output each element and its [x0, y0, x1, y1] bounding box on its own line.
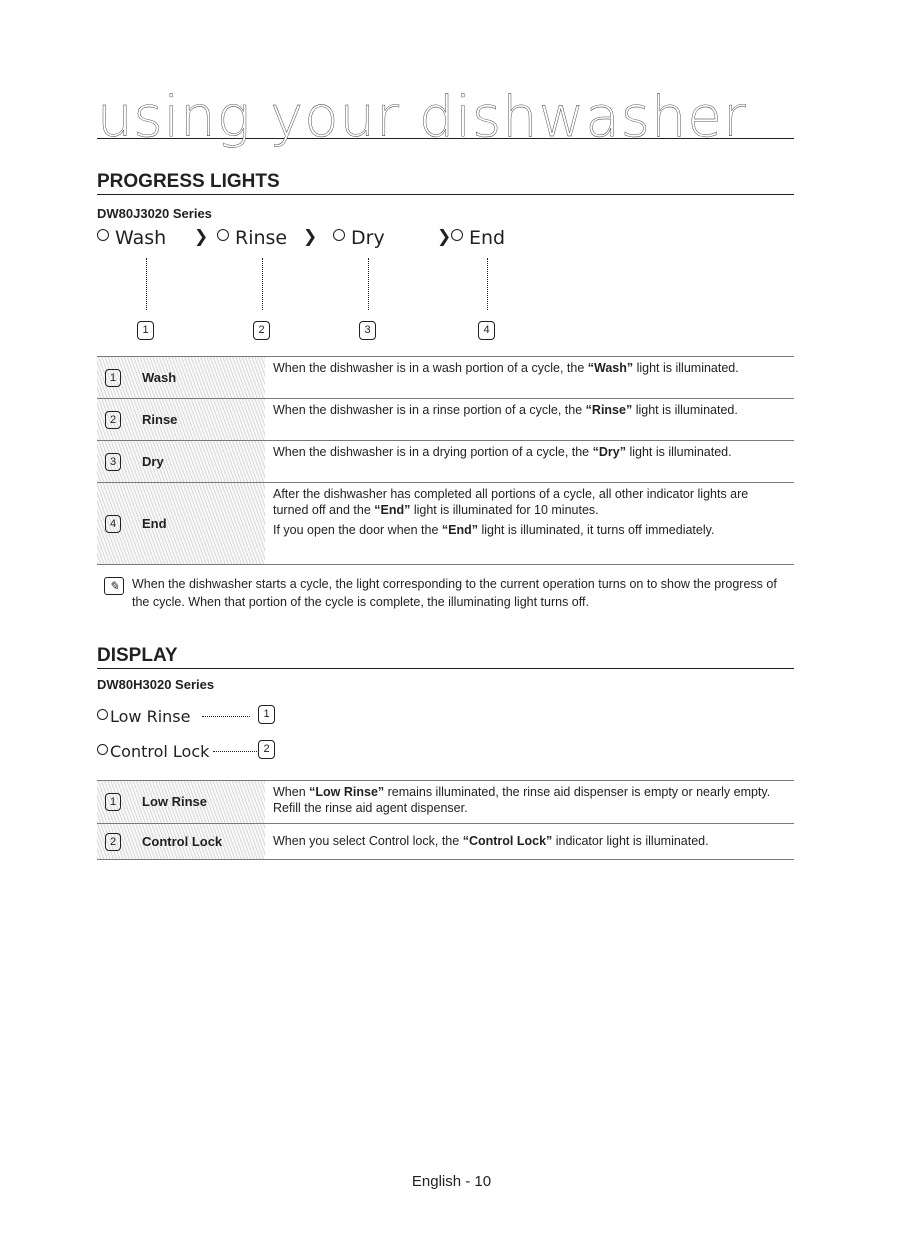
row-label-cell: [97, 441, 265, 482]
display-series-label: DW80H3020 Series: [97, 677, 215, 692]
row-badge: 1: [105, 369, 121, 387]
table-row: [97, 824, 794, 860]
row-label: End: [142, 515, 167, 531]
row-description: When the dishwasher is in a drying portion of a cycle, the “Dry” light is illuminated.: [273, 445, 732, 459]
row-badge: 3: [105, 453, 121, 471]
flow-step-rinse: Rinse: [217, 227, 287, 249]
callout-badge-2: 2: [253, 321, 270, 340]
indicator-light-icon: [451, 229, 463, 241]
chevron-right-icon: ❯: [303, 227, 318, 247]
page-title-text: using your dishwasher: [97, 85, 747, 150]
table-row: [97, 483, 794, 565]
progress-series-label: DW80J3020 Series: [97, 206, 212, 221]
row-description: When the dishwasher is in a rinse portion of a cycle, the “Rinse” light is illuminated.: [273, 403, 738, 417]
progress-lights-heading: PROGRESS LIGHTS: [97, 171, 794, 195]
callout-badge-3: 3: [359, 321, 376, 340]
row-badge: 1: [105, 793, 121, 811]
progress-lights-table: [97, 356, 794, 565]
row-description: When the dishwasher is in a wash portion of a cycle, the “Wash” light is illuminated.: [273, 361, 739, 375]
indicator-light-icon: [97, 744, 108, 755]
indicator-light-icon: [333, 229, 345, 241]
display-heading: DISPLAY: [97, 645, 794, 669]
page-title: [97, 82, 794, 150]
note-icon: ✎: [104, 577, 124, 595]
row-badge: 4: [105, 515, 121, 533]
indicator-light-icon: [97, 709, 108, 720]
row-description: After the dishwasher has completed all portions of a cycle, all other indicator lights are turned off and the “End” light is illuminated for 10 minutes. If you open the door when the “End” light is illuminated, it turns off immediately.: [273, 487, 749, 537]
page-footer: English - 10: [411, 1173, 492, 1190]
row-label: Wash: [142, 369, 177, 385]
progress-flow: [97, 227, 697, 253]
row-label: Rinse: [142, 411, 178, 427]
row-label: Low Rinse: [142, 794, 208, 809]
row-badge: 2: [105, 833, 121, 851]
callout-line: [262, 258, 263, 310]
callout-line: [368, 258, 369, 310]
display-item-control-lock: Control Lock: [97, 742, 261, 761]
row-label-cell: [97, 781, 265, 823]
row-description: When you select Control lock, the “Control Lock” indicator light is illuminated.: [273, 834, 709, 848]
note-text: When the dishwasher starts a cycle, the light corresponding to the current operation turns on to show the progress of the cycle. When that portion of the cycle is complete, the illuminating light turns off.: [132, 577, 777, 609]
display-table: [97, 780, 794, 860]
row-label-cell: [97, 824, 265, 859]
row-label-cell: [97, 357, 265, 398]
callout-badge-1: 1: [137, 321, 154, 340]
table-row: [97, 357, 794, 399]
chevron-right-icon: ❯: [437, 227, 452, 247]
leader-line: [202, 716, 250, 717]
flow-step-end: End: [451, 227, 505, 249]
flow-step-wash: Wash: [97, 227, 166, 249]
display-badge-2: 2: [258, 740, 275, 759]
table-row: [97, 781, 794, 824]
row-badge: 2: [105, 411, 121, 429]
chevron-right-icon: ❯: [194, 227, 209, 247]
display-item-low-rinse: Low Rinse: [97, 707, 250, 726]
callout-line: [146, 258, 147, 310]
callout-line: [487, 258, 488, 310]
indicator-light-icon: [97, 229, 109, 241]
indicator-light-icon: [217, 229, 229, 241]
row-label-cell: [97, 483, 265, 564]
row-label: Control Lock: [142, 833, 223, 849]
row-description: When “Low Rinse” remains illuminated, the rinse aid dispenser is empty or nearly empty. Refill the rinse aid agent dispenser.: [273, 785, 771, 815]
row-label: Dry: [142, 453, 164, 469]
table-row: [97, 399, 794, 441]
leader-line: [213, 751, 261, 752]
flow-step-dry: Dry: [333, 227, 385, 249]
table-row: [97, 441, 794, 483]
callout-badge-4: 4: [478, 321, 495, 340]
row-label-cell: [97, 399, 265, 440]
note: [104, 575, 794, 611]
display-badge-1: 1: [258, 705, 275, 724]
